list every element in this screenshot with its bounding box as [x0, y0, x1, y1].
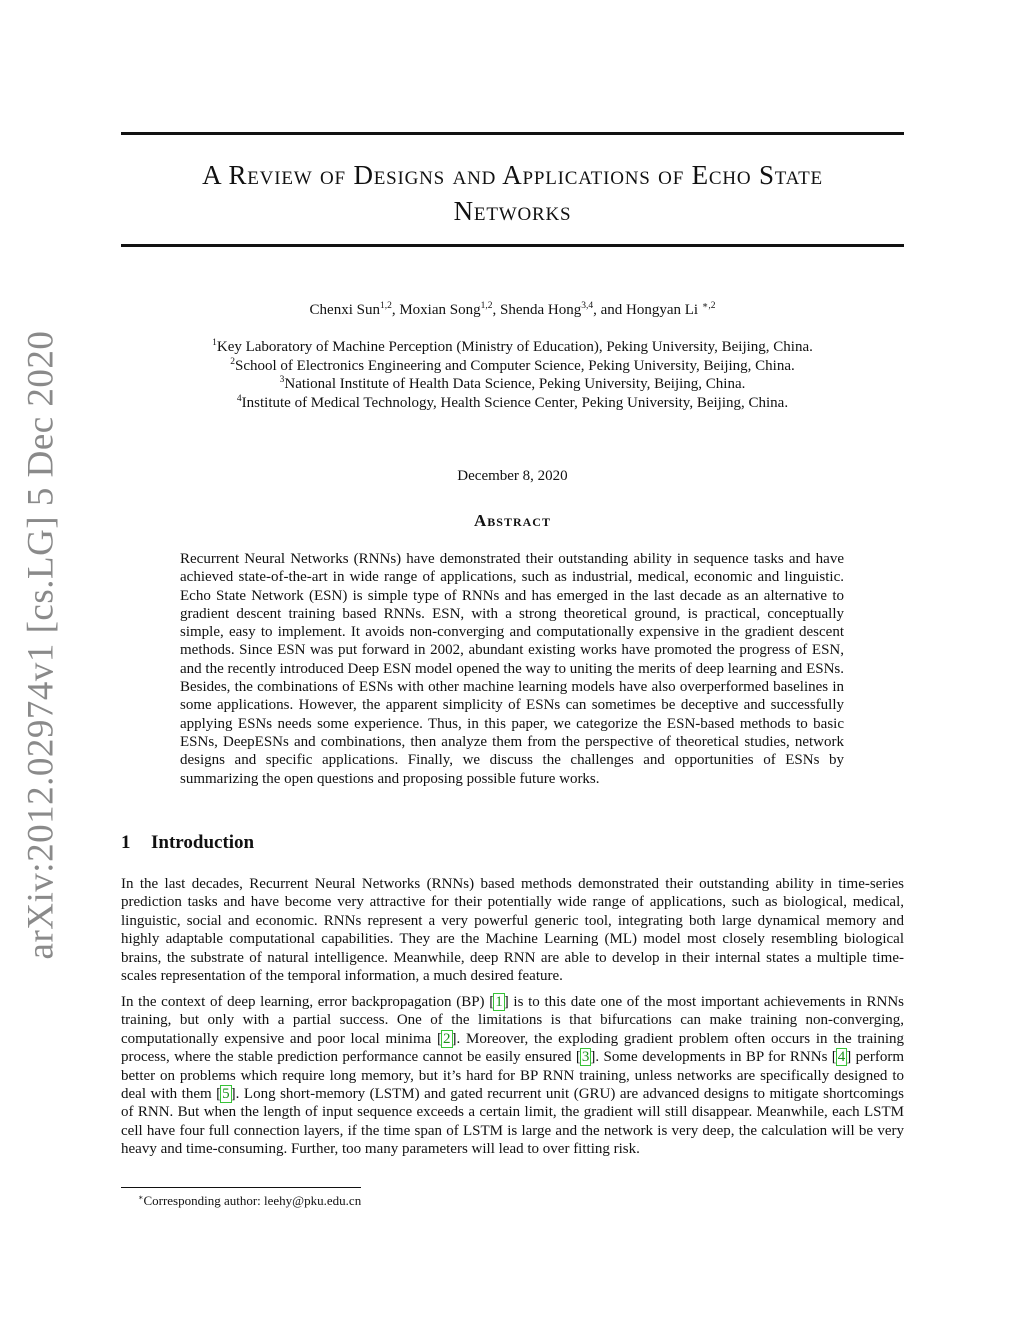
affiliation: $^4$Institute of Medical Technology, Health Science Center, Peking University, Beijing, China. [236, 393, 789, 411]
citation-link[interactable]: 5 [222, 1086, 230, 1103]
title-line-2: Networks [453, 196, 572, 226]
title-top-rule [121, 132, 904, 135]
abstract-text: Recurrent Neural Networks (RNNs) have demonstrated their outstanding ability in sequence tasks and have achieved state-of-the-art in wide range of applications, such as industrial, medical, economic and linguistic. Echo State Network (ESN) is simple type of RNNs and has emerged in the last decade as an alternative to gradient descent training based RNNs. ESN, with a strong theoretical ground, is practical, conceptually simple, easy to implement. It avoids non-converging and computationally expensive in the gradient descent methods. Since ESN was put forward in 2002, abundant existing works have promoted the progress of ESN, and the recently introduced Deep ESN model opened the way to uniting the merits of deep learning and ESNs. Besides, the combinations of ESNs with other machine learning models have also overperformed baselines in some applications. However, the apparent simplicity of ESNs can sometimes be deceptive and successfully applying ESNs needs some experience. Thus, in this paper, we categorize the ESN-based methods to basic ESNs, DeepESNs and combinations, then analyze them from the perspective of theoretical studies, network designs and specific applications. Finally, we discuss the challenges and opportunities of ESNs by summarizing the open questions and proposing possible future works. [180, 551, 844, 787]
paper-title [121, 157, 904, 229]
title-line-1: A Review of Designs and Applications of Echo State [202, 160, 823, 190]
footnote: ∗Corresponding author: leehy@pku.edu.cn [138, 1193, 362, 1208]
affiliation: $^2$School of Electronics Engineering and Computer Science, Peking University, Beijing, China. [230, 356, 795, 374]
footnote-rule [121, 1187, 361, 1188]
intro-paragraph-1: In the last decades, Recurrent Neural Networks (RNNs) based methods demonstrated their outstanding ability in time-series prediction tasks and have become very attractive for their potentially wide range of applications, such as biological, medical, linguistic, social and economic. RNNs represent a very powerful generic tool, integrating both large dynamical memory and highly adaptable computational capabilities. They are the Machine Learning (ML) model most closely resembling biological brains, the substrate of natural intelligence. Meanwhile, deep RNN are able to develop in their internal states a multiple time-scales representation of the temporal information, a much desired feature. [121, 876, 904, 985]
arxiv-identifier: arXiv:2012.02974v1 [cs.LG] 5 Dec 2020 [20, 330, 62, 960]
section-heading: 1 Introduction [121, 832, 255, 853]
citation-link[interactable]: 1 [495, 994, 503, 1010]
author: Hongyan Li $^{∗,2}$ [626, 301, 716, 318]
affiliation: $^1$Key Laboratory of Machine Perception (Ministry of Education), Peking University, Beijing, China. [212, 338, 813, 355]
author: Chenxi Sun$^{1,2}$ [309, 301, 392, 318]
publication-date: December 8, 2020 [457, 468, 568, 484]
citation-link[interactable]: 3 [581, 1049, 590, 1066]
author: Shenda Hong$^{3,4}$ [499, 301, 594, 318]
citation-link[interactable]: 2 [443, 1030, 451, 1047]
author: Moxian Song$^{1,2}$ [399, 301, 493, 318]
affiliation: $^3$National Institute of Health Data Science, Peking University, Beijing, China. [279, 375, 746, 392]
affiliations [121, 338, 904, 412]
citation-link[interactable]: 4 [837, 1049, 846, 1066]
title-bottom-rule [121, 244, 904, 247]
intro-paragraph-2: In the context of deep learning, error backpropagation (BP) [1] is to this date one of the most important achievements in RNNs training, but only with a partial success. One of the limitations is that bifurcations can make training non-converging, computationally expensive and poor local minima [2]. Moreover, the exploding gradient problem often occurs in the training process, where the stable prediction performance cannot be easily ensured [3]. Some developments in BP for RNNs [4] perform better on problems which require long memory, but it’s hard for BP RNN training, unless networks are specifically designed to deal with them [5]. Long short-memory (LSTM) and gated recurrent unit (GRU) are advanced designs to mitigate shortcomings of RNN. But when the length of input sequence exceeds a certain limit, the gradient will still disappear. Meanwhile, each LSTM cell have four full connection layers, if the time span of LSTM is large and the network is very deep, the calculation will be very heavy and time-consuming. Further, too many parameters will lead to over fitting risk. [121, 994, 905, 1158]
author-list: Chenxi Sun$^{1,2}$, Moxian Song$^{1,2}$, Shenda Hong$^{3,4}$, and Hongyan Li $^{∗,2}$ [309, 301, 716, 318]
abstract-heading: Abstract [474, 511, 551, 530]
